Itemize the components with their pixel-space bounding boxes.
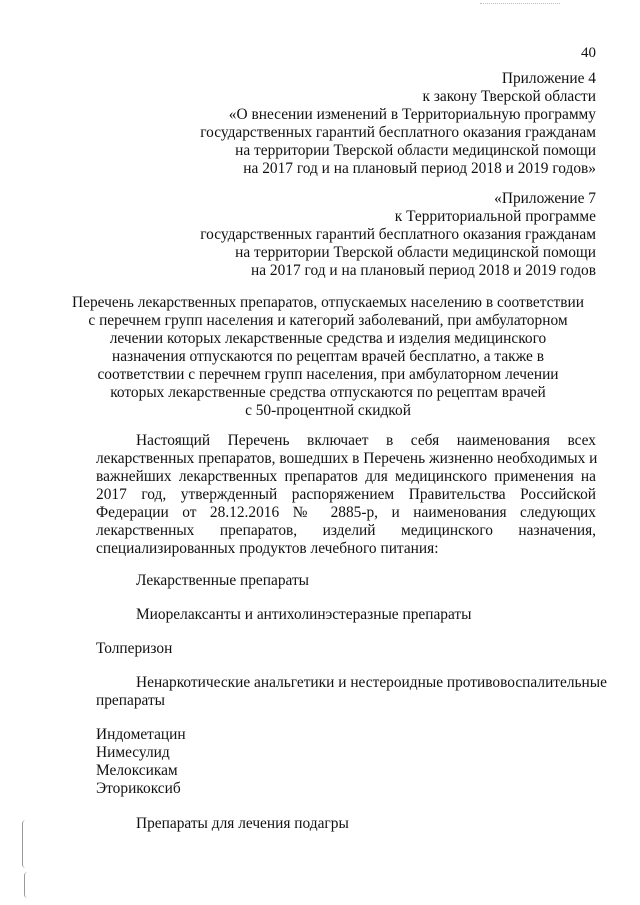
appendix-4-line: государственных гарантий бесплатного оказания гражданам	[200, 124, 596, 141]
intro-line: 2017 год, утвержденный распоряжением Правительства Российской	[96, 486, 596, 503]
drug-group-heading: Ненаркотические анальгетики и нестероидные противовоспалительные	[136, 674, 607, 691]
appendix-7-line: к Территориальной программе	[394, 208, 596, 225]
appendix-4-line: к закону Тверской области	[422, 88, 596, 105]
drug-group-heading: Миорелаксанты и антихолинэстеразные препараты	[136, 606, 472, 623]
drug-item: Нимесулид	[96, 744, 170, 761]
scan-artifact-mark	[480, 3, 560, 5]
appendix-7-line: «Приложение 7	[494, 190, 596, 207]
intro-line: лекарственных препаратов, вошедших в Перечень жизненно необходимых и	[96, 450, 598, 467]
appendix-4-line: «О внесении изменений в Территориальную программу	[228, 106, 596, 123]
title-line: с 50-процентной скидкой	[245, 402, 411, 419]
appendix-7-line: на территории Тверской области медицинской помощи	[235, 244, 596, 261]
scan-margin-mark	[22, 820, 29, 868]
title-line: которых лекарственные средства отпускаются по рецептам врачей	[110, 384, 546, 401]
intro-line: лекарственных препаратов, изделий медицинского назначения,	[96, 522, 596, 539]
title-line: соответствии с перечнем групп населения, при амбулаторном лечении	[97, 366, 559, 383]
intro-line: важнейших лекарственных препаратов для медицинского применения на	[96, 468, 596, 485]
appendix-7-line: государственных гарантий бесплатного оказания гражданам	[200, 226, 596, 243]
appendix-7-line: на 2017 год и на плановый период 2018 и 2019 годов	[250, 262, 596, 279]
title-line: Перечень лекарственных препаратов, отпускаемых населению в соответствии	[72, 294, 584, 311]
title-line: назначения отпускаются по рецептам врачей бесплатно, а также в	[111, 348, 545, 365]
page-number: 40	[581, 45, 596, 61]
title-line: лечении которых лекарственные средства и изделия медицинского	[109, 330, 547, 347]
intro-line: Настоящий Перечень включает в себя наименования всех	[136, 432, 596, 449]
appendix-4-line: Приложение 4	[501, 70, 596, 87]
drug-item: Мелоксикам	[96, 762, 178, 779]
drug-item: Индометацин	[96, 726, 186, 743]
intro-line: специализированных продуктов лечебного питания:	[96, 540, 439, 557]
section-heading: Лекарственные препараты	[136, 572, 310, 589]
drug-group-heading: препараты	[96, 692, 166, 709]
drug-item: Толперизон	[96, 640, 173, 657]
intro-line: Федерации от 28.12.2016 № 2885-р, и наименования следующих	[96, 504, 596, 521]
drug-group-heading: Препараты для лечения подагры	[136, 815, 349, 832]
drug-item: Эторикоксиб	[96, 780, 181, 797]
scan-margin-mark	[24, 872, 31, 898]
title-line: с перечнем групп населения и категорий заболеваний, при амбулаторном	[88, 312, 568, 329]
appendix-4-line: на территории Тверской области медицинской помощи	[235, 142, 596, 159]
appendix-4-line: на 2017 год и на плановый период 2018 и 2019 годов»	[243, 160, 596, 177]
